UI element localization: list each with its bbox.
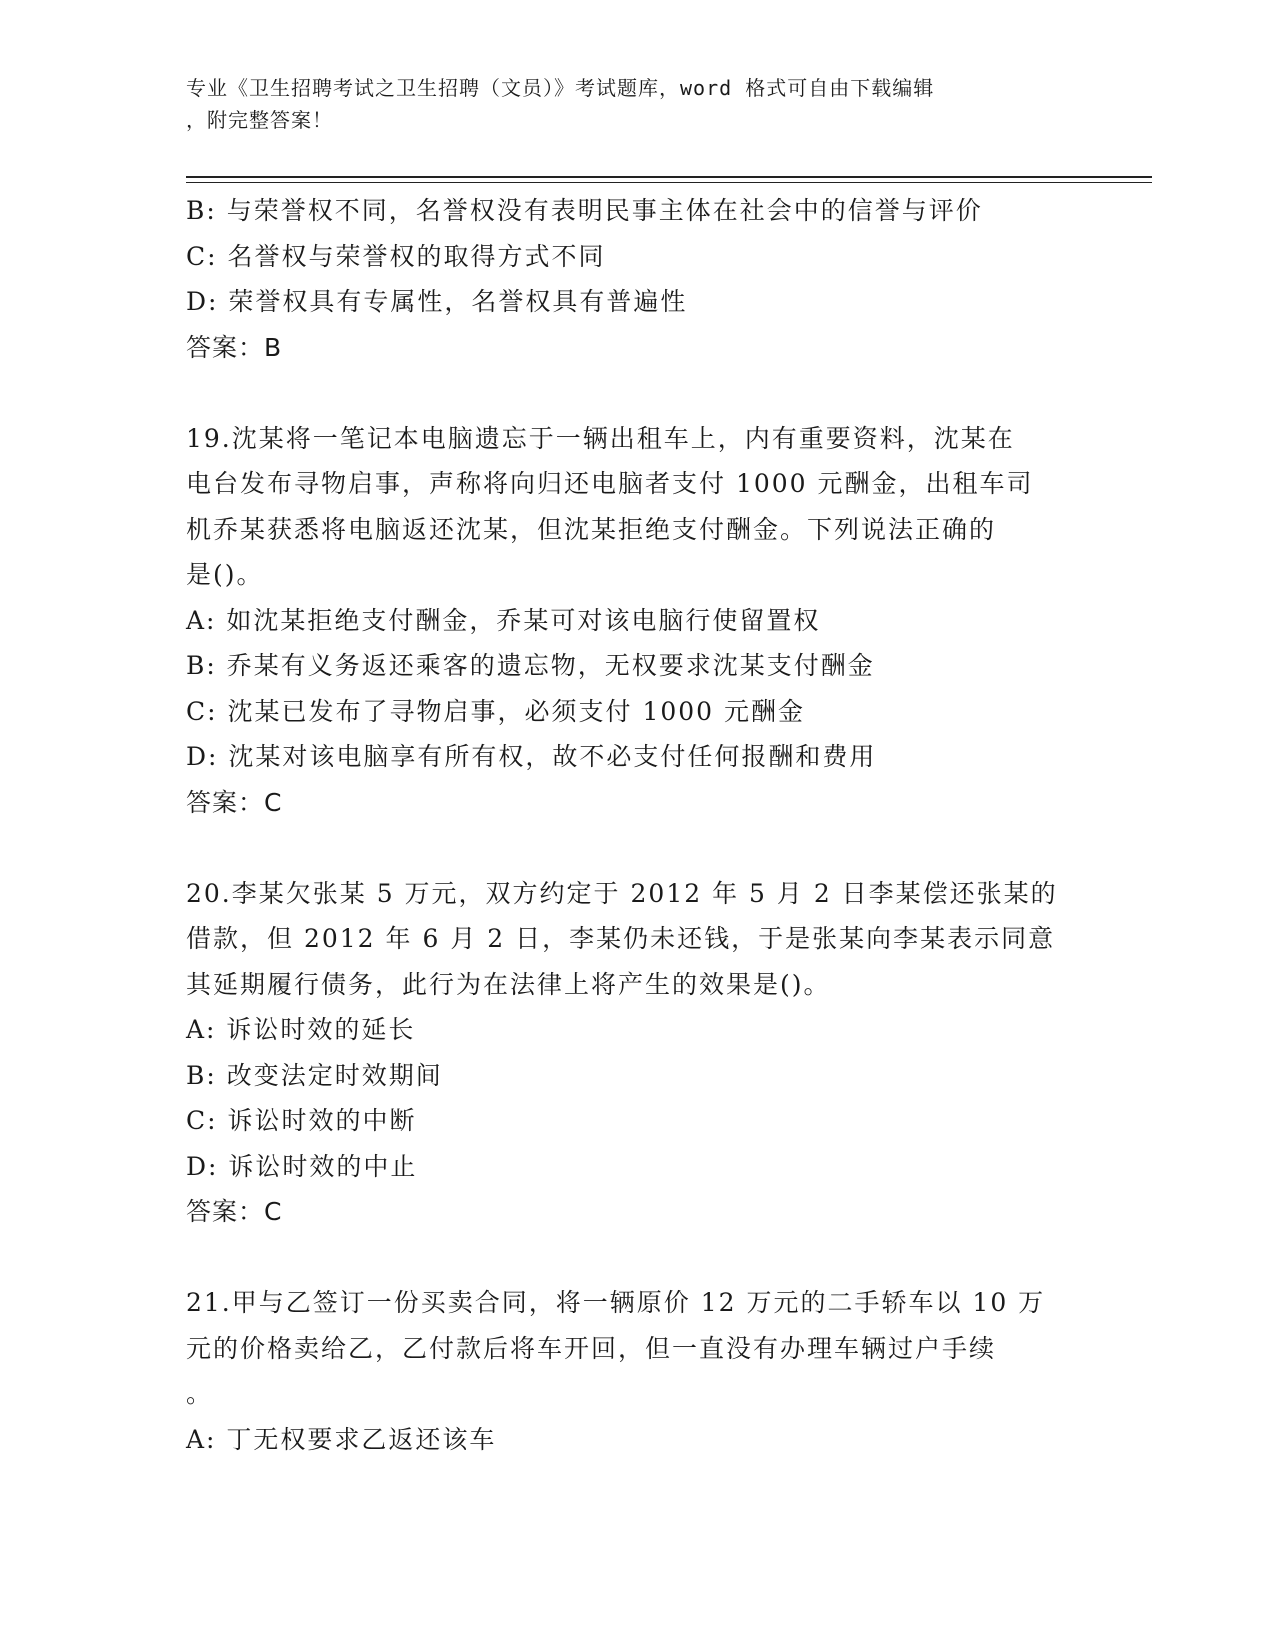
option-d: D: 沈某对该电脑享有所有权，故不必支付任何报酬和费用 [186,742,877,771]
question-text: 21.甲与乙签订一份买卖合同，将一辆原价 12 万元的二手轿车以 10 万 [186,1288,1046,1317]
prev-question [186,188,1086,370]
question-text: 。 [186,1379,214,1408]
option-a: A: 丁无权要求乙返还该车 [186,1424,497,1454]
option-b: B: 与荣誉权不同，名誉权没有表明民事主体在社会中的信誉与评价 [186,196,983,225]
answer-line: 答案：C [186,787,283,817]
question-text: 机乔某获悉将电脑返还沈某，但沈某拒绝支付酬金。下列说法正确的 [186,514,997,544]
header-line-2: ，附完整答案！ [186,108,333,132]
header-rule-thin [186,182,1152,183]
option-b: B: 改变法定时效期间 [186,1060,443,1090]
option-d: D: 诉讼时效的中止 [186,1151,418,1181]
option-a: A: 诉讼时效的延长 [186,1015,416,1044]
question-21 [186,1280,1086,1462]
question-20 [186,871,1086,1235]
question-19 [186,416,1086,826]
question-text: 借款，但 2012 年 6 月 2 日，李某仍未还钱，于是张某向李某表示同意 [186,924,1056,953]
document-header [186,72,1066,136]
option-d: D: 荣誉权具有专属性，名誉权具有普遍性 [186,287,688,316]
answer-line: 答案：B [186,332,283,362]
header-line-1: 专业《卫生招聘考试之卫生招聘（文员）》考试题库，word 格式可自由下载编辑 [186,76,935,100]
question-text: 20.李某欠张某 5 万元，双方约定于 2012 年 5 月 2 日李某偿还张某的 [186,878,1058,908]
answer-line: 答案：C [186,1197,283,1226]
question-text: 19.沈某将一笔记本电脑遗忘于一辆出租车上，内有重要资料，沈某在 [186,423,1015,453]
option-b: B: 乔某有义务返还乘客的遗忘物，无权要求沈某支付酬金 [186,651,875,680]
question-content [186,188,1086,1462]
option-a: A: 如沈某拒绝支付酬金，乔某可对该电脑行使留置权 [186,605,821,635]
option-c: C: 诉讼时效的中断 [186,1106,417,1135]
header-rule-thick [186,176,1152,178]
option-c: C: 名誉权与荣誉权的取得方式不同 [186,241,606,271]
option-c: C: 沈某已发布了寻物启事，必须支付 1000 元酬金 [186,696,806,726]
question-text: 元的价格卖给乙，乙付款后将车开回，但一直没有办理车辆过户手续 [186,1333,997,1363]
question-text: 其延期履行债务，此行为在法律上将产生的效果是()。 [186,969,831,999]
question-text: 是()。 [186,560,264,589]
question-text: 电台发布寻物启事，声称将向归还电脑者支付 1000 元酬金，出租车司 [186,469,1034,498]
